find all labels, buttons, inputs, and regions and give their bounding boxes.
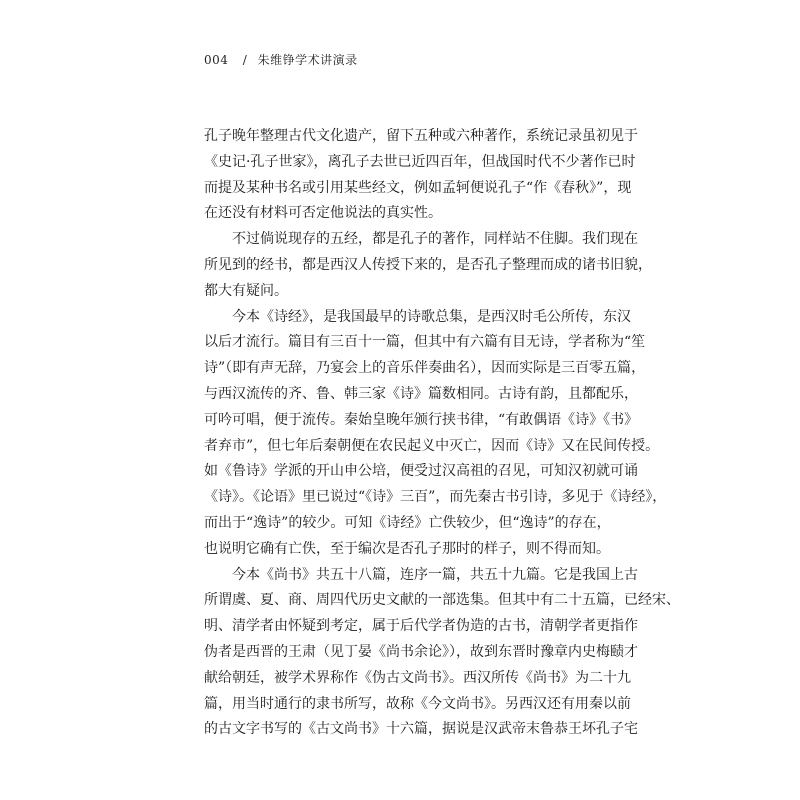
- text-line: 可吟可唱，便于流传。秦始皇晚年颁行挟书律，“有敢偶语《诗》《书》: [204, 411, 639, 428]
- text-line: 都大有疑问。: [204, 282, 288, 299]
- text-line: 以后才流行。篇目有三百十一篇，但其中有六篇有目无诗，学者称为“笙: [204, 334, 646, 351]
- book-title: 朱维铮学术讲演录: [257, 53, 358, 67]
- text-line: 今本《尚书》共五十八篇，连序一篇，共五十九篇。它是我国上古: [232, 566, 638, 583]
- text-line: 诗”（即有声无辞，乃宴会上的音乐伴奏曲名），因而实际是三百零五篇，: [204, 360, 646, 377]
- text-line: 明、清学者由怀疑到考定，属于后代学者伪造的古书，清朝学者更指作: [204, 618, 638, 635]
- text-line: 在还没有材料可否定他说法的真实性。: [204, 205, 442, 222]
- text-line: 如《鲁诗》学派的开山申公培，便受过汉高祖的召见，可知汉初就可诵: [204, 463, 638, 480]
- running-head: [204, 51, 358, 68]
- text-line: 伪者是西晋的王肃（见丁晏《尚书余论》），故到东晋时豫章内史梅赜才: [204, 643, 638, 660]
- text-line: 而出于“逸诗”的较少。可知《诗经》亡佚较少，但“逸诗”的存在，: [204, 514, 611, 531]
- text-line: 献给朝廷，被学术界称作《伪古文尚书》。西汉所传《尚书》为二十九: [204, 669, 631, 686]
- text-line: 所谓虞、夏、商、周四代历史文献的一部选集。但其中有二十五篇，已经宋、: [204, 592, 680, 609]
- text-line: 也说明它确有亡佚，至于编次是否孔子那时的样子，则不得而知。: [204, 540, 610, 557]
- text-line: 今本《诗经》，是我国最早的诗歌总集，是西汉时毛公所传，东汉: [232, 308, 631, 325]
- text-line: 不过倘说现存的五经，都是孔子的著作，同样站不住脚。我们现在: [232, 231, 638, 248]
- text-line: 者弃市”，但七年后秦朝便在农民起义中灭亡，因而《诗》又在民间传授。: [204, 437, 660, 454]
- text-line: 所见到的经书，都是西汉人传授下来的，是否孔子整理而成的诸书旧貌，: [204, 256, 652, 273]
- text-line: 的古文字书写的《古文尚书》十六篇，据说是汉武帝末鲁恭王坏孔子宅: [204, 721, 638, 738]
- body-text: [204, 124, 680, 743]
- text-line: 而提及某种书名或引用某些经文，例如孟轲便说孔子“作《春秋》”，现: [204, 179, 632, 196]
- page-number: 004: [204, 53, 229, 67]
- header-separator: /: [242, 53, 248, 67]
- text-line: 《诗》。《论语》里已说过“《诗》三百”，而先秦古书引诗，多见于《诗经》，: [204, 489, 667, 506]
- text-line: 篇，用当时通行的隶书所写，故称《今文尚书》。另西汉还有用秦以前: [204, 695, 631, 712]
- text-line: 与西汉流传的齐、鲁、韩三家《诗》篇数相同。古诗有韵，且都配乐，: [204, 385, 638, 402]
- text-line: 《史记·孔子世家》，离孔子去世已近四百年，但战国时代不少著作已时: [204, 153, 636, 170]
- text-line: 孔子晚年整理古代文化遗产，留下五种或六种著作，系统记录虽初见于: [204, 128, 638, 144]
